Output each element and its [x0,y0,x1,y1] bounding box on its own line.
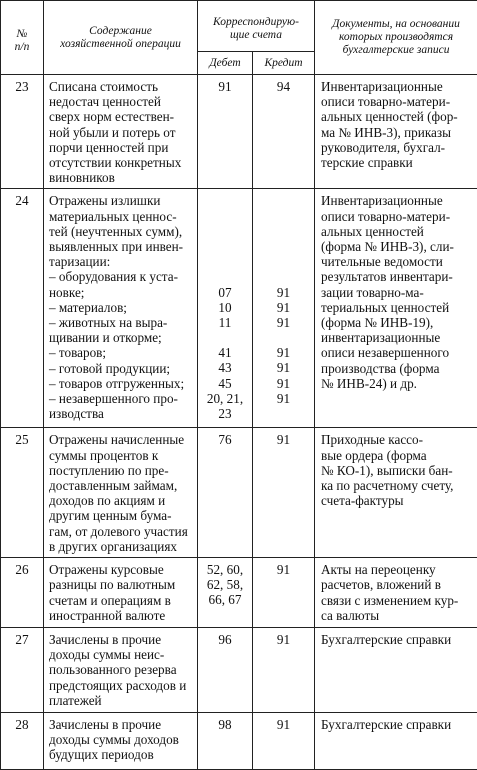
debit-account [198,558,253,628]
debit-value [198,224,252,239]
description-line: – животных на выра- [49,315,194,330]
document-line: описи товарно-матери- [321,209,474,224]
document-line: (форма № ИНВ-19), [321,315,474,330]
credit-value: 91 [253,360,314,375]
credit-value: 91 [253,300,314,315]
header-number [1,1,44,75]
credit-value [253,239,314,254]
credit-value: 91 [253,717,314,732]
description-line: доходов по акциям и [49,493,194,508]
credit-value [253,224,314,239]
source-documents [315,558,477,628]
debit-value: 10 [198,300,252,315]
debit-value: 52, 60, [198,562,252,577]
debit-value [198,254,252,269]
document-line: альных ценностей (фор- [321,109,474,124]
description-line: изводства [49,406,194,421]
operation-description [44,75,198,189]
source-documents [315,189,477,428]
description-line: Отражены начисленные [49,432,194,447]
description-line: – незавершенного про- [49,391,194,406]
row-number-text: 26 [15,562,28,577]
credit-account [253,627,315,712]
document-line: № ИНВ-24) и др. [321,376,474,391]
document-line: руководителя, бухгал- [321,140,474,155]
table-row [1,712,477,769]
description-line: доходы суммы доходов [49,732,194,747]
debit-account [198,627,253,712]
description-line: порчи ценностей при [49,140,194,155]
document-line: терские справки [321,155,474,170]
header-corr-text: Корреспондирую- щие счета [213,16,299,41]
description-line: новке; [49,285,194,300]
description-line: платежей [49,693,194,708]
table-row [1,627,477,712]
description-line: щивании и откорме; [49,330,194,345]
description-line: Зачислены в прочие [49,632,194,647]
document-line: описи незавершенного [321,345,474,360]
description-line: поступлению по пре- [49,463,194,478]
description-line: – готовой продукции; [49,361,194,376]
operation-description [44,189,198,428]
debit-account [198,712,253,769]
credit-value [253,209,314,224]
debit-account [198,428,253,558]
description-line: Отражены курсовые [49,562,194,577]
description-line: тей (неучтенных сумм), [49,224,194,239]
credit-value [253,406,314,421]
description-line: доставленным займам, [49,478,194,493]
source-documents [315,428,477,558]
debit-value [198,269,252,284]
debit-value: 11 [198,315,252,330]
description-line: Зачислены в прочие [49,717,194,732]
debit-value [198,330,252,345]
document-line: альных ценностей [321,224,474,239]
credit-value [253,330,314,345]
description-line: – товаров отгруженных; [49,376,194,391]
document-line: № КО-1), выписки бан- [321,463,474,478]
debit-value: 66, 67 [198,592,252,607]
description-line: Списана стоимость [49,79,194,94]
document-line: Приходные кассо- [321,432,474,447]
header-corresponding-accounts [198,1,315,52]
description-line: гам, от долевого участия [49,524,194,539]
credit-value: 91 [253,432,314,447]
document-line: териальных ценностей [321,300,474,315]
credit-value [253,254,314,269]
description-line: виновников [49,170,194,185]
description-line: доходы суммы неис- [49,647,194,662]
description-line: Отражены излишки [49,193,194,208]
row-number-text: 24 [15,193,28,208]
document-line: ма № ИНВ-3), приказы [321,125,474,140]
debit-value [198,193,252,208]
description-line: таризации: [49,254,194,269]
debit-value [198,209,252,224]
document-line: инвентаризационные [321,330,474,345]
source-documents [315,712,477,769]
row-number [1,558,44,628]
document-line: са валюты [321,608,474,623]
document-line: Бухгалтерские справки [321,632,474,647]
row-number [1,627,44,712]
debit-value: 20, 21, [198,391,252,406]
description-line: – оборудования к уста- [49,269,194,284]
credit-value: 91 [253,345,314,360]
description-line: предстоящих расходов и [49,678,194,693]
document-line: производства (форма [321,361,474,376]
description-line: – материалов; [49,300,194,315]
credit-account [253,558,315,628]
row-number [1,712,44,769]
description-line: недостач ценностей [49,94,194,109]
description-line: иностранной валюте [49,608,194,623]
debit-value: 76 [198,432,252,447]
debit-value: 41 [198,345,252,360]
document-line: ка по расчетному счету, [321,478,474,493]
description-line: другим ценным бума- [49,508,194,523]
operation-description [44,558,198,628]
description-line: счетам и операциям в [49,593,194,608]
credit-value [253,193,314,208]
debit-account [198,75,253,189]
row-number [1,75,44,189]
description-line: – товаров; [49,345,194,360]
debit-value: 07 [198,285,252,300]
row-number-text: 25 [15,432,28,447]
header-credit: Кредит [253,52,315,75]
credit-value [253,269,314,284]
header-number-text: № п/п [15,28,30,53]
header-debit: Дебет [198,52,253,75]
debit-account [198,189,253,428]
table-row [1,428,477,558]
description-line: разницы по валютным [49,577,194,592]
document-line: чительные ведомости [321,254,474,269]
header-documents [315,1,477,75]
source-documents [315,627,477,712]
row-number [1,189,44,428]
description-line: в других организациях [49,539,194,554]
operation-description [44,712,198,769]
table-body [1,75,477,770]
operation-description [44,627,198,712]
description-line: отсутствии конкретных [49,155,194,170]
debit-value: 96 [198,632,252,647]
credit-value: 91 [253,285,314,300]
row-number-text: 28 [15,717,28,732]
table-row [1,558,477,628]
credit-account [253,712,315,769]
credit-value: 94 [253,79,314,94]
description-line: будущих периодов [49,747,194,762]
description-line: ной убыли и потерь от [49,125,194,140]
row-number-text: 23 [15,79,28,94]
document-line: Инвентаризационные [321,193,474,208]
document-line: результатов инвентари- [321,269,474,284]
document-line: Бухгалтерские справки [321,717,474,732]
description-line: суммы процентов к [49,448,194,463]
document-line: описи товарно-матери- [321,94,474,109]
credit-account [253,189,315,428]
description-line: материальных ценнос- [49,209,194,224]
document-line: вые ордера (форма [321,448,474,463]
document-line: счета-фактуры [321,493,474,508]
credit-value: 91 [253,315,314,330]
credit-value: 91 [253,562,314,577]
row-number-text: 27 [15,632,28,647]
description-line: выявленных при инвен- [49,239,194,254]
operation-description [44,428,198,558]
header-content [44,1,198,75]
credit-account [253,75,315,189]
table-row [1,189,477,428]
debit-value: 62, 58, [198,577,252,592]
source-documents [315,75,477,189]
debit-value [198,239,252,254]
document-line: расчетов, вложений в [321,577,474,592]
header-docs-text: Документы, на основании которых производятся бухгалтерские записи [332,18,460,56]
description-line: пользованного резерва [49,662,194,677]
debit-value: 23 [198,406,252,421]
document-line: зации товарно-ма- [321,285,474,300]
document-line: Инвентаризационные [321,79,474,94]
debit-value: 98 [198,717,252,732]
description-line: сверх норм естествен- [49,109,194,124]
header-content-text: Содержание хозяйственной операции [60,25,181,50]
credit-value: 91 [253,376,314,391]
debit-value: 43 [198,360,252,375]
table-row [1,75,477,189]
debit-value: 45 [198,376,252,391]
debit-value: 91 [198,79,252,94]
document-line: связи с изменением кур- [321,593,474,608]
credit-value: 91 [253,632,314,647]
row-number [1,428,44,558]
credit-account [253,428,315,558]
document-line: (форма № ИНВ-3), сли- [321,239,474,254]
document-line: Акты на переоценку [321,562,474,577]
credit-value: 91 [253,391,314,406]
